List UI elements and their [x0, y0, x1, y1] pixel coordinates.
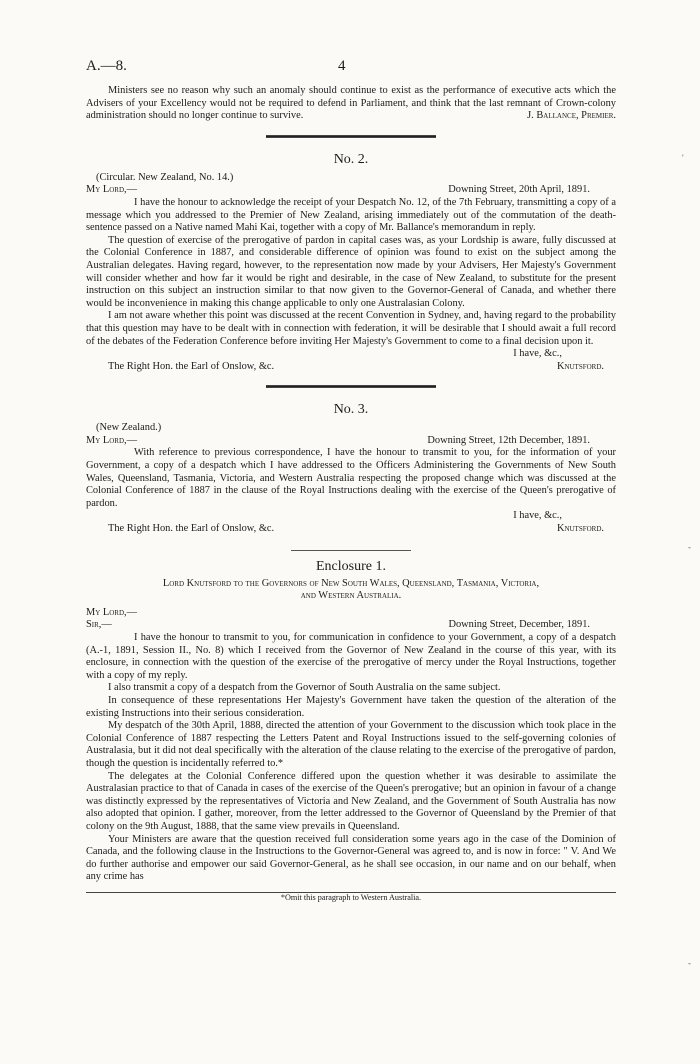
closing: I have, &c., [513, 348, 562, 360]
salutation: My Lord,— [86, 184, 138, 196]
margin-mark: - [688, 958, 691, 968]
despatch-date: Downing Street, December, 1891. [448, 619, 590, 631]
despatch-no2 [86, 152, 616, 374]
colony-label: (New Zealand.) [96, 422, 162, 434]
paragraph: My despatch of the 30th April, 1888, directed the attention of your Government to the discussion which took place in the Colonial Conference of 1887 respecting the Letters Patent and Royal Instructions issued to the self-governing colonies of Australasia, but it did not deal specifically with the alteration of the clause relating to the exercise of the prerogative of pardon, though the question is incidentally referred to.* [86, 720, 616, 769]
intro-paragraph: Ministers see no reason why such an anomaly should continue to exist as the performance of executive acts which the Advisers of your Excellency would not be required to defend in Parliament, and think that the last remnant of Crown-colony administration should no longer continue to survive. [86, 85, 616, 122]
document-reference: A.—8. [86, 58, 127, 74]
paragraph: The delegates at the Colonial Conference differed upon the question whether it was desirable to assimilate the Australasian practice to that of Canada in cases of the exercise of the Queen's prerogative; but an opinion in favour of a change was distinctly expressed by the representatives of Victoria and New Zealand, and the Government of South Australia has now also adopted that opinion. I gather, moreover, from the letter addressed to the Governor of Queensland by the Premier of that colony on the 9th August, 1888, that the same view prevails in Queensland. [86, 770, 616, 832]
salutation-alt: Sir,— [86, 619, 112, 631]
intro-signature: J. Ballance, Premier. [527, 110, 616, 122]
paragraph: The question of exercise of the prerogative of pardon in capital cases was, as your Lordship is aware, fully discussed at the Colonial Conference in 1887, and considerable difference of opinion was found to exist on the subject among the Australian delegates. Having regard, however, to the representation now made by your Advisers, Her Majesty's Government will consider whether and how far it would be right and desirable, in the case of New Zealand, to substitute for the present instruction on this subject an instruction similar to that now given to the Governor-General of Canada, and whether there would be inconvenience in making this change applicable to only one Australasian Colony. [86, 234, 616, 309]
paragraph: Your Ministers are aware that the question received full consideration some years ago in the case of the Dominion of Canada, and the following clause in the Instructions to the Governor-General was agreed to, and is now in force: " V. And We do further authorise and empower our said Governor-General, as he shall see occasion, in our name and on our behalf, when any crime has [86, 833, 616, 883]
paragraph: I have the honour to transmit to you, for communication in confidence to your Government, a copy of a despatch (A.-1, 1891, Session II., No. 8) which I received from the Governor of New Zealand in the course of this year, with its enclosure, in connection with the question of the exercise of the prerogative of mercy under the Royal Instructions, together with a copy of my reply. [86, 632, 616, 681]
salutation: My Lord,— [86, 606, 138, 618]
closing: I have, &c., [513, 510, 562, 522]
margin-mark: - [688, 542, 691, 552]
addressee: The Right Hon. the Earl of Onslow, &c. [108, 523, 275, 535]
enclosure-1 [86, 559, 616, 902]
paragraph: I also transmit a copy of a despatch from the Governor of South Australia on the same subject. [108, 682, 501, 694]
paragraph: I have the honour to acknowledge the receipt of your Despatch No. 12, of the 7th February, transmitting a copy of a message which you addressed to the Premier of New Zealand, arising immediately out of the commutation of the death-sentence passed on a Native named Mahi Kai, together with a copy of Mr. Ballance's memorandum in reply. [86, 196, 616, 234]
margin-mark: ' [682, 153, 684, 163]
paragraph: I am not aware whether this point was discussed at the recent Convention in Sydney, and, having regard to the probability that this question may have to be dealt with in connection with federation, it will be desirable that I should await a full record of the debates of the Federation Conference before inviting Her Majesty's Government to come to a final decision upon it. [86, 310, 616, 347]
despatch-date: Downing Street, 12th December, 1891. [427, 434, 590, 446]
paragraph: With reference to previous correspondence, I have the honour to transmit to you, for the information of your Government, a copy of a despatch which I have addressed to the Officers Administering the Governments of New South Wales, Queensland, Tasmania, Victoria, and Western Australia respecting the proposed change which was discussed at the Colonial Conference of 1887 in the clause of the Royal Instructions dealing with the exercise of the Queen's prerogative of pardon. [86, 447, 616, 509]
signature: Knutsford. [556, 523, 604, 535]
circular-label: (Circular. New Zealand, No. 14.) [96, 171, 234, 183]
addressee: The Right Hon. the Earl of Onslow, &c. [108, 360, 275, 372]
despatch-heading: No. 2. [333, 151, 369, 167]
page-number: 4 [338, 58, 346, 74]
enclosure-title-continued: and Western Australia. [300, 590, 402, 602]
despatch-no3 [86, 402, 616, 535]
despatch-heading: No. 3. [333, 402, 369, 418]
intro-section [86, 85, 616, 123]
enclosure-heading: Enclosure 1. [316, 558, 386, 574]
footnote: *Omit this paragraph to Western Australia. [280, 892, 422, 902]
enclosure-title: Lord Knutsford to the Governors of New South Wales, Queensland, Tasmania, Victoria, [162, 577, 540, 589]
signature: Knutsford. [556, 360, 604, 372]
salutation: My Lord,— [86, 434, 138, 446]
paragraph: In consequence of these representations Her Majesty's Government have taken the question of the alteration of the existing Instructions into their serious consideration. [86, 694, 616, 719]
document-body [86, 85, 616, 902]
despatch-date: Downing Street, 20th April, 1891. [448, 184, 590, 196]
